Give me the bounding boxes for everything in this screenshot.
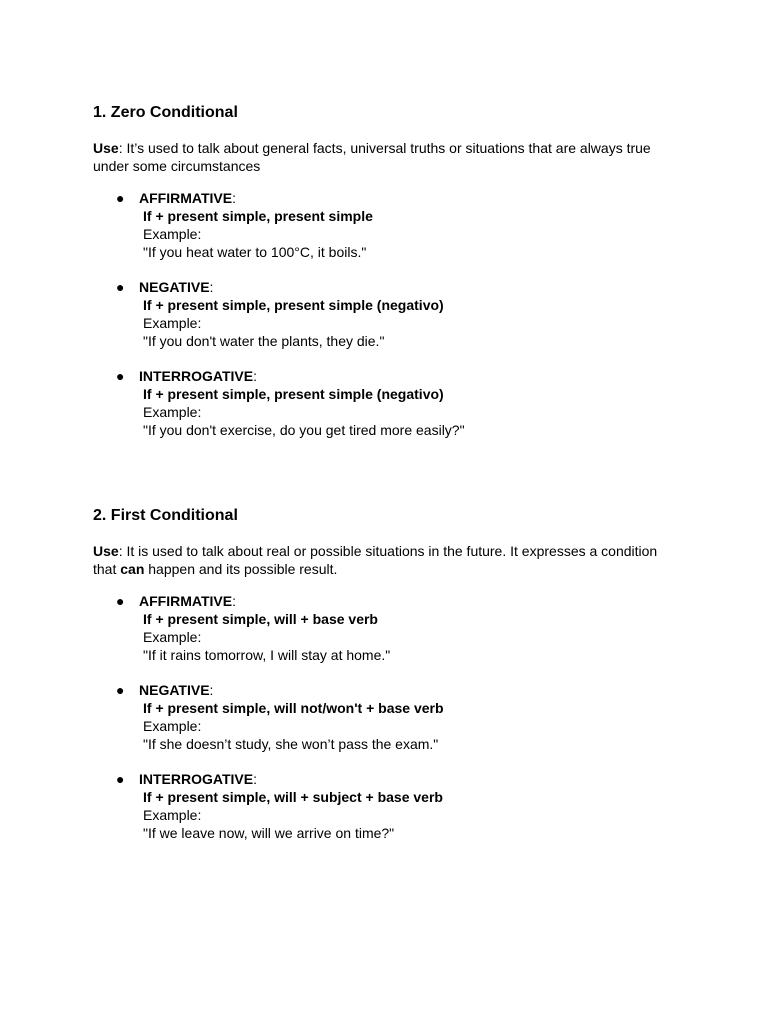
section-heading: 1. Zero Conditional <box>93 104 238 121</box>
bullet-icon: ● <box>116 279 125 295</box>
bullet-icon: ● <box>116 682 125 698</box>
form-formula: If + present simple, present simple (negativo) <box>143 297 444 313</box>
bullet-icon: ● <box>116 368 125 384</box>
list-item-affirmative <box>93 592 683 664</box>
use-bold-word: can <box>120 561 145 577</box>
form-formula: If + present simple, will + subject + base verb <box>143 789 443 805</box>
list-item-negative <box>93 681 683 753</box>
forms-list <box>93 189 683 439</box>
list-item-negative <box>93 278 683 350</box>
label-colon: : <box>253 771 257 787</box>
bullet-icon: ● <box>116 771 125 787</box>
use-text-end: happen and its possible result. <box>144 561 338 577</box>
bullet-icon: ● <box>116 593 125 609</box>
use-text: : It is used to talk about real or possible situations in the future. It expresses a condition that <box>93 543 658 577</box>
example-label: Example: <box>143 807 202 823</box>
example-sentence: "If you don't water the plants, they die." <box>143 333 385 349</box>
example-label: Example: <box>143 404 202 420</box>
form-formula: If + present simple, present simple (negativo) <box>143 386 444 402</box>
example-sentence: "If it rains tomorrow, I will stay at home." <box>143 647 391 663</box>
form-formula: If + present simple, will + base verb <box>143 611 378 627</box>
bullet-icon: ● <box>116 190 125 206</box>
use-text: : It’s used to talk about general facts, universal truths or situations that are always true under some circumstances <box>93 140 651 174</box>
form-label: INTERROGATIVE <box>139 771 254 787</box>
use-paragraph <box>93 542 683 578</box>
section-zero-conditional <box>93 103 683 456</box>
form-label: INTERROGATIVE <box>139 368 254 384</box>
section-first-conditional <box>93 506 683 859</box>
example-label: Example: <box>143 226 202 242</box>
label-colon: : <box>232 190 236 206</box>
example-label: Example: <box>143 629 202 645</box>
form-formula: If + present simple, will not/won't + base verb <box>143 700 444 716</box>
label-colon: : <box>253 368 257 384</box>
list-item-interrogative <box>93 770 683 842</box>
example-sentence: "If you heat water to 100°C, it boils." <box>143 244 367 260</box>
use-label: Use <box>93 543 119 559</box>
label-colon: : <box>209 279 214 295</box>
form-label: AFFIRMATIVE <box>139 593 233 609</box>
use-label: Use <box>93 140 119 156</box>
example-sentence: "If we leave now, will we arrive on time?" <box>143 825 395 841</box>
label-colon: : <box>232 593 236 609</box>
example-sentence: "If she doesn’t study, she won’t pass the exam." <box>143 736 439 752</box>
example-label: Example: <box>143 315 202 331</box>
list-item-interrogative <box>93 367 683 439</box>
form-label: NEGATIVE <box>139 682 210 698</box>
section-heading: 2. First Conditional <box>93 507 238 524</box>
form-formula: If + present simple, present simple <box>143 208 373 224</box>
use-paragraph <box>93 139 683 175</box>
form-label: AFFIRMATIVE <box>139 190 233 206</box>
forms-list <box>93 592 683 842</box>
example-sentence: "If you don't exercise, do you get tired more easily?" <box>143 422 465 438</box>
example-label: Example: <box>143 718 202 734</box>
form-label: NEGATIVE <box>139 279 210 295</box>
list-item-affirmative <box>93 189 683 261</box>
label-colon: : <box>209 682 214 698</box>
